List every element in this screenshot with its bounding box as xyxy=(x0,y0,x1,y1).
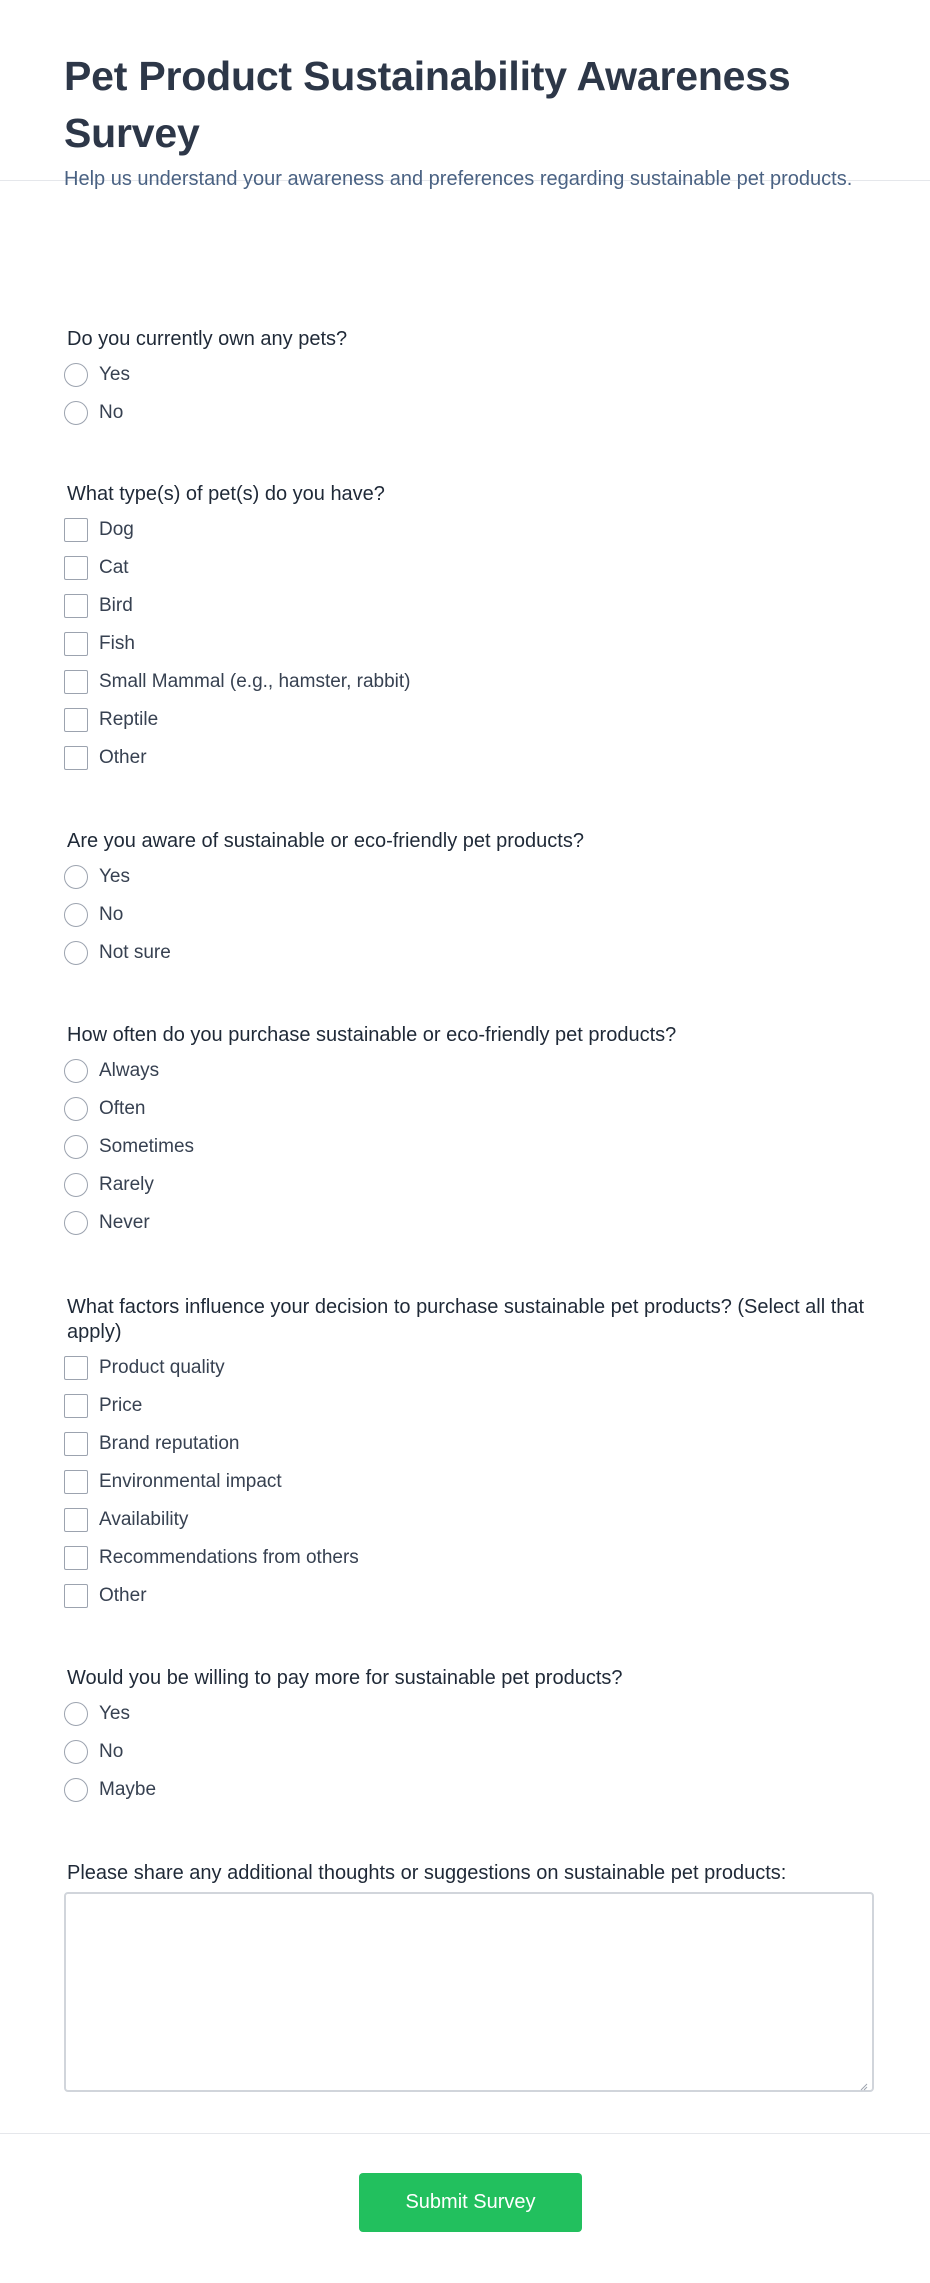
resize-handle-icon[interactable] xyxy=(860,2083,868,2091)
option-aware-yes[interactable] xyxy=(64,858,874,896)
option-label: No xyxy=(99,904,124,925)
radio-button[interactable] xyxy=(64,1740,88,1764)
radio-button[interactable] xyxy=(64,401,88,425)
checkbox[interactable] xyxy=(64,594,88,618)
page-title: Pet Product Sustainability Awareness Survey xyxy=(64,53,791,156)
option-aware-not-sure[interactable] xyxy=(64,934,874,972)
radio-button[interactable] xyxy=(64,903,88,927)
page-subtitle: Help us understand your awareness and preferences regarding sustainable pet products. xyxy=(64,168,853,190)
option-frequency-rarely[interactable] xyxy=(64,1166,874,1204)
option-label: Other xyxy=(99,1585,147,1606)
radio-button[interactable] xyxy=(64,1173,88,1197)
option-factor-price[interactable] xyxy=(64,1387,874,1425)
question-label: Would you be willing to pay more for sustainable pet products? xyxy=(67,1667,623,1689)
submit-survey-button[interactable]: Submit Survey xyxy=(359,2173,582,2232)
question-label: Do you currently own any pets? xyxy=(67,328,348,350)
radio-button[interactable] xyxy=(64,1778,88,1802)
option-aware-no[interactable] xyxy=(64,896,874,934)
option-label: Availability xyxy=(99,1509,189,1530)
radio-button[interactable] xyxy=(64,941,88,965)
radio-button[interactable] xyxy=(64,363,88,387)
thoughts-textarea[interactable] xyxy=(64,1892,874,2092)
option-label: Product quality xyxy=(99,1357,225,1378)
question-label: Are you aware of sustainable or eco-friendly pet products? xyxy=(67,830,584,852)
option-label: Recommendations from others xyxy=(99,1547,359,1568)
option-label: Other xyxy=(99,747,147,768)
question-label: Please share any additional thoughts or suggestions on sustainable pet products: xyxy=(67,1862,787,1884)
option-label: Yes xyxy=(99,364,130,385)
option-pet-other[interactable] xyxy=(64,739,874,777)
radio-button[interactable] xyxy=(64,1702,88,1726)
checkbox[interactable] xyxy=(64,1508,88,1532)
option-pay-more-no[interactable] xyxy=(64,1733,874,1771)
radio-button[interactable] xyxy=(64,865,88,889)
option-label: Environmental impact xyxy=(99,1471,282,1492)
option-label: Bird xyxy=(99,595,133,616)
question-additional-thoughts xyxy=(64,1861,874,2092)
option-factor-availability[interactable] xyxy=(64,1501,874,1539)
checkbox[interactable] xyxy=(64,1394,88,1418)
option-frequency-often[interactable] xyxy=(64,1090,874,1128)
option-label: Rarely xyxy=(99,1174,154,1195)
radio-button[interactable] xyxy=(64,1059,88,1083)
option-label: Often xyxy=(99,1098,146,1119)
option-label: Dog xyxy=(99,519,134,540)
question-awareness xyxy=(64,829,874,972)
checkbox[interactable] xyxy=(64,1546,88,1570)
question-pay-more xyxy=(64,1666,874,1809)
option-label: Yes xyxy=(99,1703,130,1724)
option-frequency-never[interactable] xyxy=(64,1204,874,1242)
option-pet-small-mammal[interactable] xyxy=(64,663,874,701)
option-label: No xyxy=(99,1741,124,1762)
option-factor-other[interactable] xyxy=(64,1577,874,1615)
checkbox[interactable] xyxy=(64,1470,88,1494)
option-label: Cat xyxy=(99,557,129,578)
radio-button[interactable] xyxy=(64,1135,88,1159)
option-label: Brand reputation xyxy=(99,1433,240,1454)
option-label: Not sure xyxy=(99,942,171,963)
form-footer xyxy=(0,2133,930,2283)
option-frequency-always[interactable] xyxy=(64,1052,874,1090)
option-pay-more-maybe[interactable] xyxy=(64,1771,874,1809)
checkbox[interactable] xyxy=(64,1584,88,1608)
checkbox[interactable] xyxy=(64,746,88,770)
option-pet-cat[interactable] xyxy=(64,549,874,587)
radio-button[interactable] xyxy=(64,1211,88,1235)
checkbox[interactable] xyxy=(64,556,88,580)
question-label: How often do you purchase sustainable or eco-friendly pet products? xyxy=(67,1024,677,1046)
option-own-pets-yes[interactable] xyxy=(64,356,874,394)
checkbox[interactable] xyxy=(64,1432,88,1456)
question-label: What factors influence your decision to purchase sustainable pet products? (Select all that apply) xyxy=(67,1296,865,1343)
question-purchase-factors xyxy=(64,1295,874,1615)
option-label: Yes xyxy=(99,866,130,887)
option-factor-brand[interactable] xyxy=(64,1425,874,1463)
question-purchase-frequency xyxy=(64,1023,874,1242)
option-label: No xyxy=(99,402,124,423)
checkbox[interactable] xyxy=(64,670,88,694)
option-own-pets-no[interactable] xyxy=(64,394,874,432)
checkbox[interactable] xyxy=(64,632,88,656)
question-label: What type(s) of pet(s) do you have? xyxy=(67,483,385,505)
option-label: Maybe xyxy=(99,1779,157,1800)
option-factor-quality[interactable] xyxy=(64,1349,874,1387)
option-factor-recommendations[interactable] xyxy=(64,1539,874,1577)
option-pay-more-yes[interactable] xyxy=(64,1695,874,1733)
option-pet-bird[interactable] xyxy=(64,587,874,625)
survey-header xyxy=(0,0,930,190)
question-pet-types xyxy=(64,482,874,777)
question-own-pets xyxy=(64,327,874,432)
option-label: Never xyxy=(99,1212,150,1233)
checkbox[interactable] xyxy=(64,708,88,732)
option-frequency-sometimes[interactable] xyxy=(64,1128,874,1166)
option-label: Fish xyxy=(99,633,135,654)
option-label: Price xyxy=(99,1395,143,1416)
radio-button[interactable] xyxy=(64,1097,88,1121)
option-label: Reptile xyxy=(99,709,159,730)
option-pet-dog[interactable] xyxy=(64,511,874,549)
option-pet-reptile[interactable] xyxy=(64,701,874,739)
option-label: Small Mammal (e.g., hamster, rabbit) xyxy=(99,671,411,692)
checkbox[interactable] xyxy=(64,518,88,542)
checkbox[interactable] xyxy=(64,1356,88,1380)
option-pet-fish[interactable] xyxy=(64,625,874,663)
option-label: Sometimes xyxy=(99,1136,195,1157)
option-label: Always xyxy=(99,1060,160,1081)
option-factor-environment[interactable] xyxy=(64,1463,874,1501)
